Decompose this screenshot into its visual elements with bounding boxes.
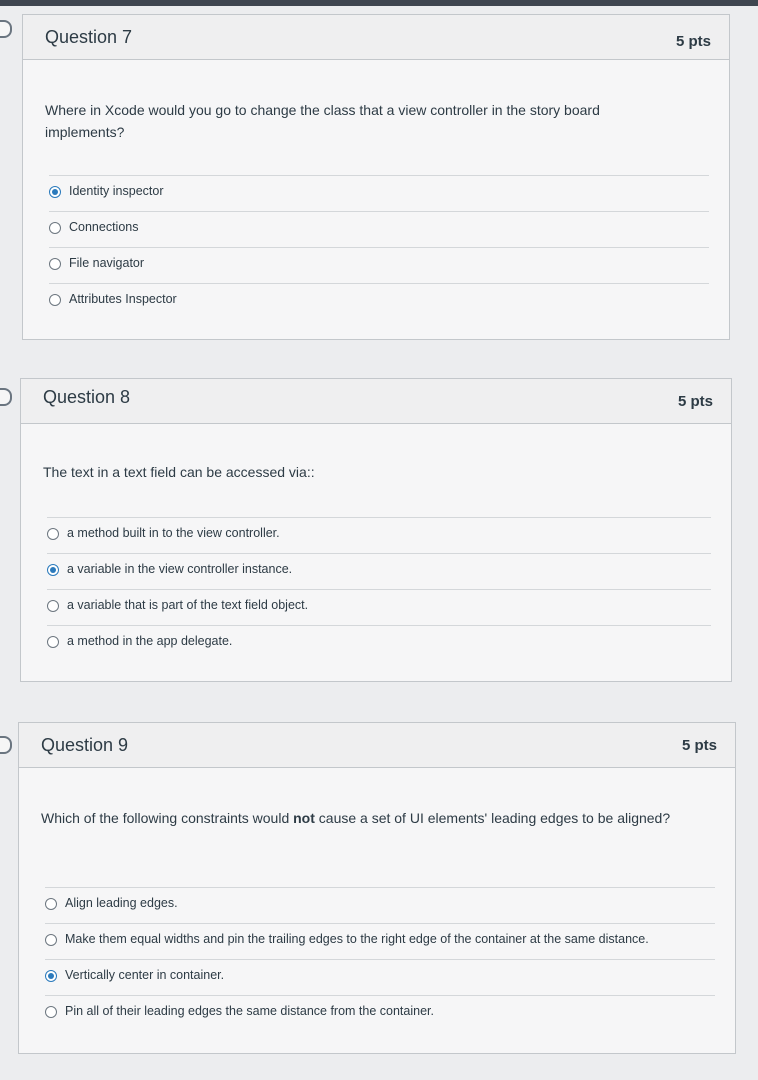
question-points: 5 pts [677, 393, 713, 410]
answer-option[interactable] [49, 283, 709, 319]
bookmark-icon[interactable] [0, 20, 12, 38]
question-9-card [18, 722, 736, 1054]
question-text-start: Which of the following constraints would [41, 810, 294, 826]
answer-label: Pin all of their leading edges the same distance from the container. [65, 1004, 434, 1018]
question-text [41, 807, 671, 829]
answer-label: a method built in to the view controller. [67, 526, 280, 540]
answer-label: a variable in the view controller instance. [67, 562, 293, 576]
radio-icon[interactable] [45, 934, 57, 946]
question-title: Question 9 [41, 735, 129, 755]
bookmark-icon[interactable] [0, 388, 12, 406]
question-text: The text in a text field can be accessed via:: [43, 464, 315, 480]
answer-option[interactable] [49, 247, 709, 283]
answer-label: Make them equal widths and pin the trailing edges to the right edge of the container at the same distance. [65, 932, 649, 946]
answer-label: a variable that is part of the text field object. [67, 598, 309, 612]
answer-label: Identity inspector [69, 184, 164, 198]
question-title: Question 7 [45, 27, 133, 47]
answer-label: a method in the app delegate. [67, 634, 233, 648]
answer-option[interactable] [49, 175, 709, 211]
radio-icon[interactable] [47, 636, 59, 648]
question-text: Where in Xcode would you go to change the class that a view controller in the story board implements? [45, 102, 600, 140]
question-header [23, 15, 729, 60]
question-points: 5 pts [675, 33, 711, 50]
radio-icon[interactable] [47, 600, 59, 612]
question-title: Question 8 [43, 387, 131, 407]
radio-icon[interactable] [47, 528, 59, 540]
answer-option[interactable] [47, 553, 711, 589]
radio-selected-icon[interactable] [49, 186, 61, 198]
answer-option[interactable] [45, 995, 715, 1031]
radio-selected-icon[interactable] [47, 564, 59, 576]
radio-icon[interactable] [49, 294, 61, 306]
answer-label: Connections [69, 220, 139, 234]
answer-option[interactable] [47, 517, 711, 553]
question-header [19, 723, 735, 768]
answer-option[interactable] [47, 625, 711, 661]
radio-icon[interactable] [49, 258, 61, 270]
answer-option[interactable] [49, 211, 709, 247]
radio-icon[interactable] [45, 1006, 57, 1018]
question-header [21, 379, 731, 424]
question-text-end: cause a set of UI elements' leading edges to be aligned? [314, 810, 671, 826]
answer-option[interactable] [45, 887, 715, 923]
bookmark-icon[interactable] [0, 736, 12, 754]
top-bar [0, 0, 758, 6]
question-text-emphasis: not [293, 810, 315, 826]
answer-option[interactable] [47, 589, 711, 625]
radio-icon[interactable] [49, 222, 61, 234]
radio-icon[interactable] [45, 898, 57, 910]
question-7-card [22, 14, 730, 340]
answer-label: Attributes Inspector [69, 292, 177, 306]
question-8-card [20, 378, 732, 682]
answer-label: File navigator [69, 256, 145, 270]
answer-label: Vertically center in container. [65, 968, 225, 982]
answer-option[interactable] [45, 923, 715, 959]
answer-label: Align leading edges. [65, 896, 178, 910]
answer-option[interactable] [45, 959, 715, 995]
question-points: 5 pts [681, 737, 717, 754]
radio-selected-icon[interactable] [45, 970, 57, 982]
